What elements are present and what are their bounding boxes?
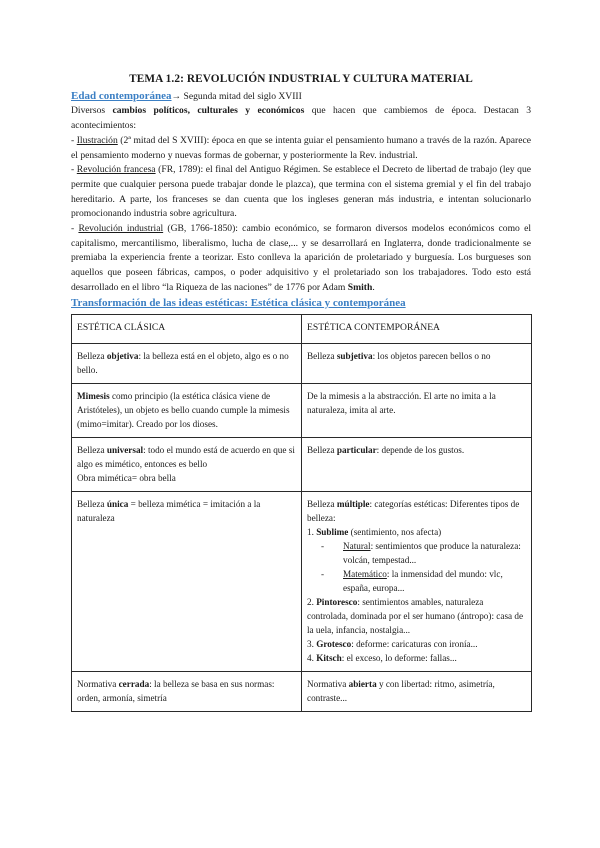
event-text: (FR, 1789): el final del Antiguo Régimen. Se establece el Decreto de libertad de trabajo (ley que permite que cualquier persona puede trabajar donde le plazca), que termina con el sistema gremial y el fin del trabajo hereditario. A parte, los franceses se dan cuenta que los ingleses generan más industria, e intentan solucionarlo promocionando industria sobre agricultura. xyxy=(71,164,532,220)
category-desc: : sentimientos amables, naturaleza controlada, dominada por el ser humano (ántropo): casa de la uela, infancia, nostalgia... xyxy=(307,597,524,636)
event-bold-tail: Smith xyxy=(347,281,373,293)
cell-pre: Belleza xyxy=(307,499,337,510)
dash-bullet: - xyxy=(321,569,325,580)
event-text: (GB, 1766-1850): cambio económico, se formaron diversos modelos económicos como el capitalismo, mercantilismo, liberalismo, lucha de clase,... y se desarrollará en Inglaterra, donde tradicionalmente se premiaba la experiencia frente a teorizar. Esto conlleva la aparición de proletariado y burguesía. Los burgueses son aquellos que poseen fábricas, campos, o poder adquisitivo y el proletariado son los trabajadores. Todo esto está desarrollado en el libro “la Riqueza de las naciones” de 1776 por Adam xyxy=(71,223,531,293)
category-desc: (sentimiento, nos afecta) xyxy=(348,527,442,538)
cell-pre: Belleza xyxy=(77,351,107,362)
section-estetica-heading-line xyxy=(71,296,531,312)
category-name: Pintoresco xyxy=(316,597,358,608)
category-grotesco xyxy=(307,637,526,651)
cell-pre: Normativa xyxy=(77,679,119,690)
event-name: Revolución industrial xyxy=(78,223,164,235)
cell-bold: abierta xyxy=(348,679,377,690)
cell-bold: única xyxy=(106,499,129,510)
cell-bold: universal xyxy=(106,445,144,456)
intro-bold: cambios políticos, culturales y económicos xyxy=(112,105,305,117)
table-header-row xyxy=(72,315,532,344)
cell-post: : los objetos parecen bellos o no xyxy=(372,351,491,362)
event-text: (2ª mitad del S XVIII): época en que se intenta guiar el pensamiento humano a través de la razón. Aparece el pensamiento moderno y nuevas formas de gobernar, y posteriormente la Rev. industrial. xyxy=(71,134,531,161)
column-header-contemporanea: ESTÉTICA CONTEMPORÁNEA xyxy=(302,315,532,344)
table-row xyxy=(72,344,532,384)
category-num: 3. xyxy=(307,639,317,650)
heading-suffix: Segunda mitad del siglo XVIII xyxy=(181,90,302,102)
cell-bold: particular xyxy=(336,445,377,456)
estetica-comparison-table xyxy=(71,314,532,712)
event-name: Revolución francesa xyxy=(76,164,156,176)
arrow-right-icon: → xyxy=(171,90,182,102)
cell-post: : depende de los gustos. xyxy=(376,445,465,456)
category-desc: : el exceso, lo deforme: fallas... xyxy=(341,653,457,664)
category-num: 2. xyxy=(307,597,317,608)
event-revolucion-industrial xyxy=(71,222,531,296)
cell-post: : todo el mundo está de acuerdo en que si algo es mimético, entonces es bello xyxy=(77,445,295,470)
category-name: Sublime xyxy=(316,527,349,538)
category-pintoresco xyxy=(307,595,526,637)
intro-post: que hacen que cambiemos de época. Destacan 3 acontecimientos: xyxy=(71,105,531,132)
category-desc: : deforme: caricaturas con ironía... xyxy=(351,639,478,650)
event-tail: . xyxy=(372,281,375,293)
table-cell-right xyxy=(302,344,532,384)
document-page xyxy=(71,72,531,712)
cell-bold: Mimesis xyxy=(77,391,110,402)
cell-pre: Belleza xyxy=(307,351,337,362)
column-header-clasica: ESTÉTICA CLÁSICA xyxy=(72,315,302,344)
document-title: TEMA 1.2: REVOLUCIÓN INDUSTRIAL Y CULTURA MATERIAL xyxy=(129,73,473,85)
table-cell-right xyxy=(302,438,532,492)
intro-paragraph xyxy=(71,104,531,133)
subitem-desc: : la inmensidad del mundo: vlc, españa, europa... xyxy=(343,569,503,594)
subitem-name: Matemático xyxy=(343,569,387,580)
category-name: Kitsch xyxy=(316,653,342,664)
category-sublime xyxy=(307,525,526,539)
table-cell-right xyxy=(302,384,532,438)
heading-transformacion-ideas-esteticas[interactable]: Transformación de las ideas estéticas: Estética clásica y contemporánea xyxy=(71,296,406,309)
subitem-natural xyxy=(307,539,526,567)
table-cell-left xyxy=(72,492,302,672)
table-cell-left xyxy=(72,384,302,438)
table-cell-left xyxy=(72,438,302,492)
cell-pre: Normativa xyxy=(307,679,349,690)
cell-bold: múltiple xyxy=(336,499,370,510)
table-cell-right xyxy=(302,672,532,712)
event-revolucion-francesa xyxy=(71,163,531,222)
event-dash: - xyxy=(71,164,77,176)
cell-post: y con libertad: ritmo, asimetría, contraste... xyxy=(307,679,495,704)
table-cell-right xyxy=(302,492,532,672)
category-num: 1. xyxy=(307,527,317,538)
event-ilustracion xyxy=(71,134,531,163)
cell-pre: Belleza xyxy=(307,445,337,456)
cell-line2: Obra mimética= obra bella xyxy=(77,473,176,484)
category-num: 4. xyxy=(307,653,317,664)
heading-edad-contemporanea[interactable]: Edad contemporánea xyxy=(71,89,172,102)
event-name: Ilustración xyxy=(76,134,118,146)
table-row xyxy=(72,438,532,492)
category-kitsch xyxy=(307,651,526,665)
table-row xyxy=(72,672,532,712)
event-dash: - xyxy=(71,223,79,235)
subitem-matematico xyxy=(307,567,526,595)
cell-post: : la belleza está en el objeto, algo es o no bello. xyxy=(77,351,289,376)
section-edad-contemporanea-line xyxy=(71,89,531,105)
intro-pre: Diversos xyxy=(71,105,113,117)
table-row xyxy=(72,384,532,438)
cell-pre: Belleza xyxy=(77,499,107,510)
dash-bullet: - xyxy=(321,541,325,552)
cell-post: = belleza mimética = imitación a la naturaleza xyxy=(77,499,261,524)
cell-bold: cerrada xyxy=(118,679,150,690)
cell-bold: subjetiva xyxy=(336,351,373,362)
table-cell-left xyxy=(72,344,302,384)
subitem-name: Natural xyxy=(343,541,371,552)
cell-post: : la belleza se basa en sus normas: orden, armonía, simetría xyxy=(77,679,275,704)
cell-pre: Belleza xyxy=(77,445,107,456)
table-cell-left xyxy=(72,672,302,712)
event-dash: - xyxy=(71,134,77,146)
cell-bold: objetiva xyxy=(106,351,139,362)
cell-post: : categorías estéticas: Diferentes tipos de belleza: xyxy=(307,499,520,524)
category-name: Grotesco xyxy=(316,639,352,650)
cell-post: como principio (la estética clásica viene de Aristóteles), un objeto es bello cuando cumple la mimesis (mimo=imitar). Creado por los dioses. xyxy=(77,391,290,430)
subitem-desc: : sentimientos que produce la naturaleza: volcán, tempestad... xyxy=(343,541,521,566)
table-row xyxy=(72,492,532,672)
cell-pre: De la mimesis a la abstracción. El arte no imita a la naturaleza, imita al arte. xyxy=(307,391,496,416)
